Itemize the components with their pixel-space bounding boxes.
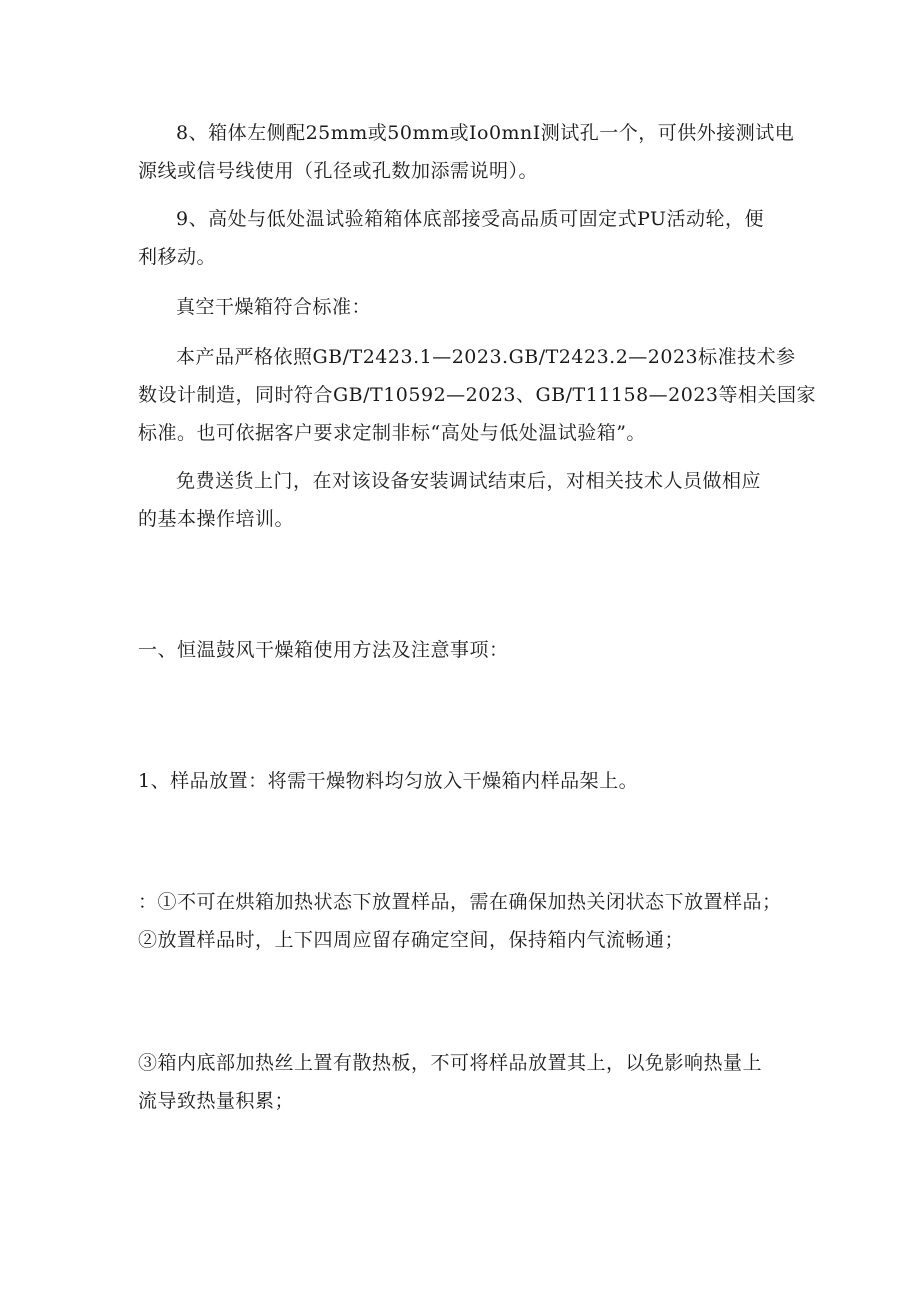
paragraph-item-9 (138, 200, 798, 276)
text-line: 流导致热量积累； (138, 1090, 295, 1112)
text-line: 真空干燥箱符合标准： (176, 296, 372, 318)
paragraph-standard-heading (138, 288, 798, 326)
text-line: ③箱内底部加热丝上置有散热板，不可将样品放置其上，以免影响热量上 (138, 1052, 763, 1074)
text-line: 8、箱体左侧配25mm或50mm或Io0mnI测试孔一个，可供外接测试电 (176, 122, 795, 144)
text-line: ②放置样品时，上下四周应留存确定空间，保持箱内气流畅通； (138, 929, 685, 951)
text-line: 一、恒温鼓风干燥箱使用方法及注意事项： (138, 639, 509, 661)
text-line: 本产品严格依照GB/T2423.1—2023.GB/T2423.2—2023标准技术参 (176, 346, 796, 368)
paragraph-service (138, 462, 798, 538)
text-line: 1、样品放置：将需干燥物料均匀放入干燥箱内样品架上。 (138, 770, 639, 792)
paragraph-step-1 (138, 762, 798, 800)
text-line: 利移动。 (138, 246, 217, 268)
paragraph-note-1-2 (138, 883, 798, 959)
text-line: 源线或信号线使用（孔径或孔数加添需说明）。 (138, 160, 539, 182)
text-line: 标准。也可依据客户要求定制非标“高处与低处温试验箱”。 (138, 422, 646, 444)
section-heading (138, 631, 798, 669)
text-line: 免费送货上门，在对该设备安装调试结束后，对相关技术人员做相应 (176, 470, 762, 492)
text-line: 9、高处与低处温试验箱箱体底部接受高品质可固定式PU活动轮，便 (176, 208, 765, 230)
paragraph-note-3 (138, 1044, 798, 1120)
text-line: 的基本操作培训。 (138, 508, 295, 530)
paragraph-standard-body (138, 338, 817, 452)
paragraph-item-8 (138, 114, 798, 190)
text-line: ：①不可在烘箱加热状态下放置样品，需在确保加热关闭状态下放置样品； (138, 891, 782, 913)
text-line: 数设计制造，同时符合GB/T10592—2023、GB/T11158—2023等相关国家 (138, 384, 817, 406)
